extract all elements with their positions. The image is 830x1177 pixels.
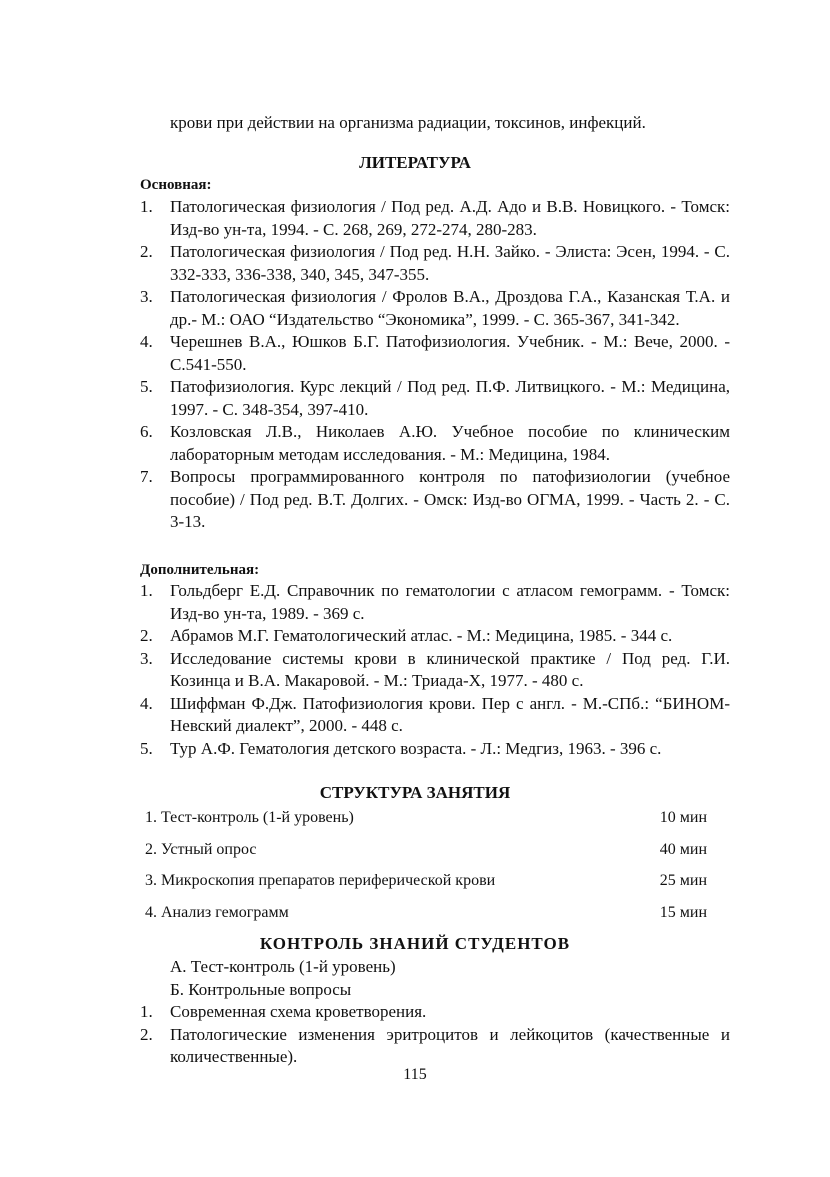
list-item bbox=[140, 286, 730, 331]
item-text: Абрамов М.Г. Гематологический атлас. - М.: Медицина, 1985. - 344 с. bbox=[170, 626, 673, 645]
page-number: 115 bbox=[403, 1066, 427, 1083]
control-section bbox=[140, 956, 730, 1069]
list-item bbox=[140, 421, 730, 466]
list-item bbox=[140, 466, 730, 534]
item-text: Патологические изменения эритроцитов и лейкоцитов (качественные и количественные). bbox=[170, 1024, 730, 1066]
intro-line: крови при действии на организма радиации, токсинов, инфекций. bbox=[170, 113, 646, 132]
table-row bbox=[142, 802, 707, 834]
item-number: 5. bbox=[140, 377, 153, 396]
item-number: 7. bbox=[140, 467, 153, 486]
control-heading: КОНТРОЛЬ ЗНАНИЙ СТУДЕНТОВ bbox=[259, 934, 571, 953]
structure-time: 10 мин bbox=[659, 809, 707, 826]
item-text: Патологическая физиология / Под ред. Н.Н. Зайко. - Элиста: Эсен, 1994. - С. 332-333, 336-338, 340, 345, 347-355. bbox=[170, 242, 730, 284]
list-item bbox=[140, 580, 730, 625]
list-item bbox=[140, 196, 730, 241]
item-number: 2. bbox=[140, 1024, 153, 1044]
item-text: Современная схема кроветворения. bbox=[170, 1002, 427, 1021]
item-text: Патологическая физиология / Фролов В.А., Дроздова Г.А., Казанская Т.А. и др.- М.: ОАО “Издательство “Экономика”, 1999. - С. 365-367, 341-342. bbox=[170, 287, 730, 329]
item-number: 2. bbox=[140, 626, 153, 645]
item-number: 4. bbox=[140, 332, 153, 351]
table-row bbox=[142, 865, 707, 897]
table-row bbox=[142, 834, 707, 866]
list-item bbox=[140, 648, 730, 693]
extra-literature-label: Дополнительная: bbox=[140, 562, 260, 578]
item-text: Гольдберг Е.Д. Справочник по гематологии с атласом гемограмм. - Томск: Изд-во ун-та, 1989. - 369 с. bbox=[170, 581, 730, 623]
list-item bbox=[140, 241, 730, 286]
list-item bbox=[140, 1001, 730, 1024]
control-part-a: А. Тест-контроль (1-й уровень) bbox=[170, 957, 396, 976]
item-text: Исследование системы крови в клинической практике / Под ред. Г.И. Козинца и В.А. Макаровой. - М.: Триада-Х, 1977. - 480 с. bbox=[170, 648, 730, 690]
main-literature-label: Основная: bbox=[140, 177, 212, 193]
item-text: Шиффман Ф.Дж. Патофизиология крови. Пер с англ. - М.-СПб.: “БИНОМ-Невский диалект”, 2000. - 448 с. bbox=[170, 693, 730, 735]
list-item bbox=[140, 625, 730, 648]
list-item bbox=[140, 376, 730, 421]
item-text: Вопросы программированного контроля по патофизиологии (учебное пособие) / Под ред. В.Т. Долгих. - Омск: Изд-во ОГМА, 1999. - Часть 2. - С. 3-13. bbox=[170, 467, 730, 531]
item-number: 2. bbox=[140, 242, 153, 261]
item-text: Черешнев В.А., Юшков Б.Г. Патофизиология. Учебник. - М.: Вече, 2000. - С.541-550. bbox=[170, 332, 730, 374]
structure-step: 2. Устный опрос bbox=[145, 840, 257, 858]
item-text: Патологическая физиология / Под ред. А.Д. Адо и В.В. Новицкого. - Томск: Изд-во ун-та, 1994. - С. 268, 269, 272-274, 280-283. bbox=[170, 197, 730, 239]
list-item bbox=[140, 738, 730, 761]
structure-step: 4. Анализ гемограмм bbox=[145, 903, 289, 921]
item-number: 1. bbox=[140, 581, 153, 600]
item-number: 3. bbox=[140, 287, 153, 306]
structure-heading: СТРУКТУРА ЗАНЯТИЯ bbox=[319, 783, 511, 802]
item-number: 5. bbox=[140, 738, 153, 758]
literature-heading: ЛИТЕРАТУРА bbox=[359, 153, 471, 172]
item-text: Тур А.Ф. Гематология детского возраста. - Л.: Медгиз, 1963. - 396 с. bbox=[170, 738, 662, 758]
table-row bbox=[142, 897, 707, 929]
extra-literature-list bbox=[140, 580, 730, 760]
item-number: 1. bbox=[140, 197, 153, 216]
list-item bbox=[140, 1024, 730, 1069]
item-number: 1. bbox=[140, 1002, 153, 1021]
structure-time: 25 мин bbox=[659, 872, 707, 889]
list-item bbox=[140, 331, 730, 376]
structure-step: 1. Тест-контроль (1-й уровень) bbox=[145, 809, 354, 826]
structure-time: 15 мин bbox=[659, 903, 707, 921]
list-item bbox=[140, 693, 730, 738]
item-number: 6. bbox=[140, 422, 153, 441]
main-literature-list bbox=[140, 196, 730, 534]
structure-step: 3. Микроскопия препаратов периферической крови bbox=[145, 872, 496, 889]
structure-time: 40 мин bbox=[659, 840, 707, 858]
control-part-b: Б. Контрольные вопросы bbox=[170, 979, 352, 999]
item-text: Патофизиология. Курс лекций / Под ред. П.Ф. Литвицкого. - М.: Медицина, 1997. - С. 348-354, 397-410. bbox=[170, 377, 730, 419]
structure-table bbox=[142, 802, 707, 928]
item-number: 3. bbox=[140, 648, 153, 668]
item-number: 4. bbox=[140, 693, 153, 713]
item-text: Козловская Л.В., Николаев А.Ю. Учебное пособие по клиническим лабораторным методам исследования. - М.: Медицина, 1984. bbox=[170, 422, 730, 464]
